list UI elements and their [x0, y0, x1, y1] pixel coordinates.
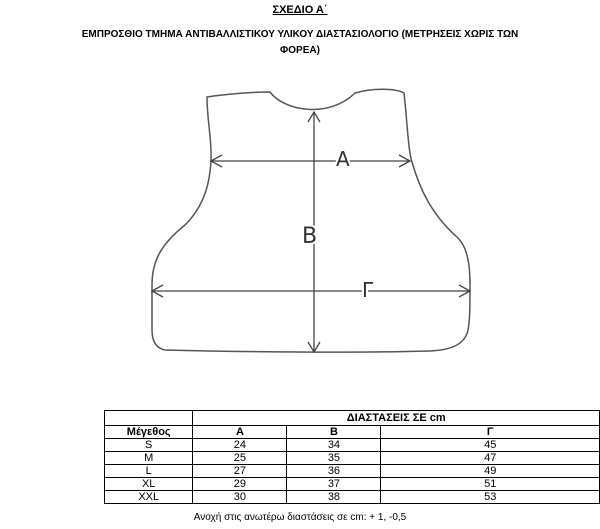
- document-subtitle: ΕΜΠΡΟΣΘΙΟ ΤΜΗΜΑ ΑΝΤΙΒΑΛΛΙΣΤΙΚΟΥ ΥΛΙΚΟΥ ΔΙΑΣΤΑΣΙΟΛΟΓΙΟ (ΜΕΤΡΗΣΕΙΣ ΧΩΡΙΣ ΤΩΝ ΦΟΡΕΑ): [81, 29, 519, 56]
- table-corner-cell: [105, 411, 193, 426]
- cell-size: M: [105, 452, 193, 465]
- cell-c: 51: [381, 478, 600, 491]
- dimension-a-label: Α: [336, 147, 350, 171]
- cell-a: 24: [193, 439, 287, 452]
- table-row: [105, 439, 600, 452]
- cell-b: 37: [287, 478, 381, 491]
- cell-b: 35: [287, 452, 381, 465]
- table-group-header: ΔΙΑΣΤΑΣΕΙΣ ΣΕ cm: [193, 411, 600, 426]
- column-header-size: Μέγεθος: [105, 426, 193, 439]
- cell-c: 53: [381, 491, 600, 504]
- cell-size: L: [105, 465, 193, 478]
- dimension-c-label: Γ: [362, 278, 374, 302]
- cell-a: 25: [193, 452, 287, 465]
- cell-a: 27: [193, 465, 287, 478]
- cell-b: 36: [287, 465, 381, 478]
- cell-size: XXL: [105, 491, 193, 504]
- cell-b: 38: [287, 491, 381, 504]
- table-row: [105, 465, 600, 478]
- cell-a: 30: [193, 491, 287, 504]
- dimension-b-label: Β: [302, 224, 318, 249]
- column-header-a: Α: [193, 426, 287, 439]
- table-header-row: [105, 426, 600, 439]
- table-row: [105, 491, 600, 504]
- cell-size: S: [105, 439, 193, 452]
- cell-a: 29: [193, 478, 287, 491]
- column-header-c: Γ: [381, 426, 600, 439]
- column-header-b: Β: [287, 426, 381, 439]
- document-heading: ΣΧΕΔΙΟ Α΄: [272, 4, 328, 16]
- tolerance-note: Ανοχή στις ανωτέρω διαστάσεις σε cm: + 1, -0,5: [193, 512, 407, 523]
- table-row: [105, 478, 600, 491]
- table-row: [105, 452, 600, 465]
- table-group-header-row: [105, 411, 600, 426]
- cell-c: 47: [381, 452, 600, 465]
- cell-b: 34: [287, 439, 381, 452]
- dimensions-table: [104, 410, 600, 504]
- vest-outline: [152, 89, 470, 352]
- cell-c: 45: [381, 439, 600, 452]
- cell-c: 49: [381, 465, 600, 478]
- cell-size: XL: [105, 478, 193, 491]
